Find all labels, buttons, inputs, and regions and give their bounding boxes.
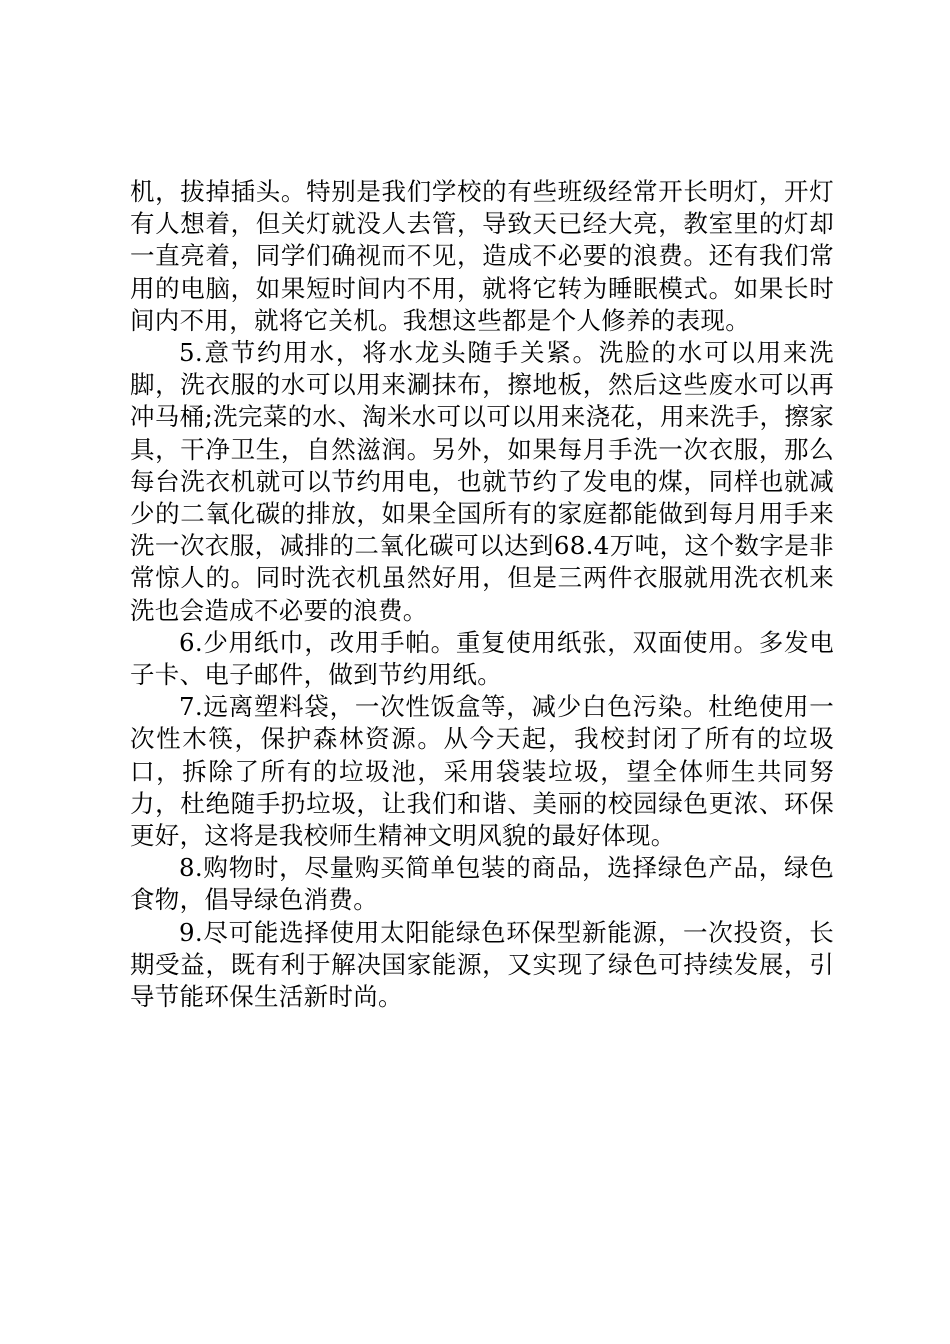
document-body xyxy=(130,176,834,1013)
paragraph-item-5: 5.意节约用水，将水龙头随手关紧。洗脸的水可以用来洗脚，洗衣服的水可以用来涮抹布，擦地板，然后这些废水可以再冲马桶;洗完菜的水、淘米水可以可以用来浇花，用来洗手，擦家具，干净卫生，自然滋润。另外，如果每月手洗一次衣服，那么每台洗衣机就可以节约用电，也就节约了发电的煤，同样也就减少的二氧化碳的排放，如果全国所有的家庭都能做到每月用手来洗一次衣服，减排的二氧化碳可以达到68.4万吨，这个数字是非常惊人的。同时洗衣机虽然好用，但是三两件衣服就用洗衣机来洗也会造成不必要的浪费。 xyxy=(130,338,834,625)
paragraph-item-7: 7.远离塑料袋，一次性饭盒等，减少白色污染。杜绝使用一次性木筷，保护森林资源。从今天起，我校封闭了所有的垃圾口，拆除了所有的垃圾池，采用袋装垃圾，望全体师生共同努力，杜绝随手扔垃圾，让我们和谐、美丽的校园绿色更浓、环保更好，这将是我校师生精神文明风貌的最好体现。 xyxy=(130,692,834,851)
paragraph-item-9: 9.尽可能选择使用太阳能绿色环保型新能源，一次投资，长期受益，既有利于解决国家能源，又实现了绿色可持续发展，引导节能环保生活新时尚。 xyxy=(130,917,834,1012)
paragraph-item-8: 8.购物时，尽量购买简单包装的商品，选择绿色产品，绿色食物，倡导绿色消费。 xyxy=(130,853,834,915)
paragraph-continuation: 机，拔掉插头。特别是我们学校的有些班级经常开长明灯，开灯有人想着，但关灯就没人去管，导致天已经大亮，教室里的灯却一直亮着，同学们确视而不见，造成不必要的浪费。还有我们常用的电脑，如果短时间内不用，就将它转为睡眠模式。如果长时间内不用，就将它关机。我想这些都是个人修养的表现。 xyxy=(130,177,834,335)
paragraph-item-6: 6.少用纸巾，改用手帕。重复使用纸张，双面使用。多发电子卡、电子邮件，做到节约用纸。 xyxy=(130,627,834,690)
